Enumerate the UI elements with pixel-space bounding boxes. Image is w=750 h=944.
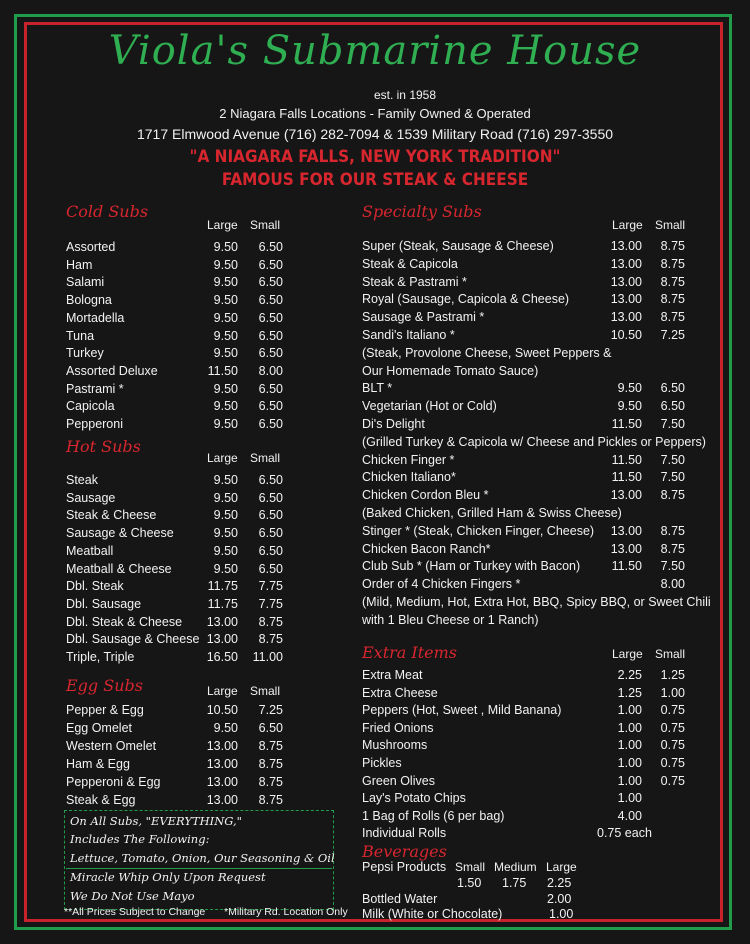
extra-items-heading: Extra Items (362, 643, 458, 662)
large-price: 10.50 (206, 703, 238, 717)
menu-item-name: Pastrami * (66, 381, 124, 396)
large-price: 13.00 (610, 274, 642, 289)
small-price: 7.25 (258, 703, 283, 717)
large-price: 11.50 (611, 452, 642, 467)
menu-item-name: Club Sub * (Ham or Turkey with Bacon) (362, 559, 581, 574)
large-price: 9.50 (213, 293, 238, 308)
menu-item-name: Ham (66, 257, 93, 272)
established-year: est. in 1958 (373, 88, 437, 102)
large-price: 2.25 (617, 668, 642, 682)
menu-item-name: Dbl. Steak (66, 579, 124, 594)
locations-line: 2 Niagara Falls Locations - Family Owned & Operated (219, 106, 531, 121)
small-price: 8.75 (258, 614, 283, 629)
small-price: 8.75 (660, 256, 685, 271)
large-price: 1.25 (617, 685, 642, 700)
menu-item-name: Dbl. Sausage (66, 596, 142, 611)
small-price: 11.00 (252, 650, 283, 664)
menu-item-name: Assorted (66, 240, 116, 254)
large-price: 1.00 (617, 703, 642, 718)
menu-item-name: Chicken Cordon Bleu * (362, 488, 489, 503)
small-price: 6.50 (258, 310, 283, 325)
menu-item-name: Vegetarian (Hot or Cold) (362, 399, 497, 414)
large-price: 13.00 (610, 523, 642, 538)
menu-item-name: Pickles (362, 756, 402, 770)
large-price: 13.00 (610, 541, 642, 556)
large-price: 11.50 (611, 559, 642, 574)
menu-item-name: (Mild, Medium, Hot, Extra Hot, BBQ, Spicy BBQ, or Sweet Chili (362, 595, 711, 609)
menu-item-name: Western Omelet (66, 739, 157, 753)
small-price: 8.00 (258, 363, 283, 378)
large-price: 13.00 (610, 256, 642, 271)
small-price: 6.50 (660, 381, 685, 396)
large-price: 9.50 (213, 257, 238, 272)
large-price: 9.50 (213, 490, 238, 505)
large-price: 11.50 (611, 470, 642, 485)
menu-item-name: Meatball (66, 543, 114, 558)
large-price: 13.00 (610, 488, 642, 503)
notice-line-1: On All Subs, "EVERYTHING," (70, 814, 242, 828)
large-price: 9.50 (213, 328, 238, 343)
small-price: 6.50 (660, 399, 685, 414)
specialty-large-header: Large (612, 218, 643, 232)
small-price: 6.50 (258, 399, 283, 414)
menu-item-name: Sausage & Cheese (66, 526, 174, 541)
small-price: 6.50 (258, 328, 283, 343)
small-price: 6.50 (258, 543, 283, 558)
menu-item-name: Mushrooms (362, 738, 428, 753)
specialty-subs-heading: Specialty Subs (362, 202, 482, 221)
milk-label: Milk (White or Chocolate) (362, 907, 503, 921)
menu-item-name: Steak & Pastrami * (362, 274, 467, 289)
large-price: 9.50 (213, 473, 238, 487)
notice-divider (66, 868, 332, 869)
menu-item-name: (Grilled Turkey & Capicola w/ Cheese and Pickles or Peppers) (362, 434, 706, 449)
menu-item-name: (Baked Chicken, Grilled Ham & Swiss Cheese) (362, 506, 622, 520)
large-price: 16.50 (206, 650, 238, 664)
large-price: 13.00 (610, 310, 642, 325)
menu-item-name: Assorted Deluxe (66, 363, 158, 378)
menu-item-name: BLT * (362, 381, 393, 396)
notice-line-2: Includes The Following: (70, 832, 210, 846)
small-price: 8.75 (660, 274, 685, 289)
large-price: 9.50 (213, 561, 238, 576)
small-price: 6.50 (258, 721, 283, 735)
specialty-small-header: Small (655, 218, 686, 232)
pepsi-small-price: 1.50 (457, 876, 482, 890)
restaurant-title: Viola's Submarine House (108, 28, 642, 74)
small-price: 6.50 (258, 490, 283, 505)
large-price: 9.50 (213, 543, 238, 558)
small-price: 6.50 (258, 257, 283, 272)
small-price: 6.50 (258, 293, 283, 308)
small-price: 0.75 (660, 756, 685, 770)
small-price: 7.50 (660, 470, 685, 485)
large-price: 9.50 (213, 275, 238, 290)
menu-item-name: Ham & Egg (66, 757, 130, 771)
menu-item-name: Salami (66, 275, 105, 290)
pepsi-medium-price: 1.75 (502, 876, 527, 890)
hot-small-header: Small (250, 451, 281, 465)
small-price: 8.75 (660, 523, 685, 538)
menu-item-name: Steak & Cheese (66, 508, 157, 523)
small-price: 1.25 (660, 668, 685, 682)
menu-item-name: Turkey (66, 346, 104, 361)
small-price: 0.75 (660, 773, 685, 788)
tagline-famous: FAMOUS FOR OUR STEAK & CHEESE (221, 170, 529, 190)
water-price: 2.00 (547, 892, 572, 906)
pepsi-label: Pepsi Products (362, 860, 447, 874)
small-price: 6.50 (258, 526, 283, 541)
menu-item-name: Extra Cheese (362, 685, 438, 700)
small-price: 7.25 (660, 328, 685, 342)
small-price: 8.75 (660, 541, 685, 556)
menu-item-name: Our Homemade Tomato Sauce) (362, 363, 539, 378)
bev-small-header: Small (455, 860, 486, 874)
menu-item-name: Pepperoni (66, 417, 123, 431)
large-price: 9.50 (213, 721, 238, 735)
large-price: 9.50 (213, 346, 238, 361)
large-price: 13.00 (206, 793, 238, 807)
small-price: 7.50 (660, 559, 685, 574)
cold-small-header: Small (250, 218, 281, 232)
milk-price: 1.00 (549, 907, 574, 921)
large-price: 11.50 (207, 363, 238, 378)
menu-item-name: Sandi's Italiano * (362, 328, 455, 342)
menu-item-name: Extra Meat (362, 668, 423, 682)
small-price: 7.50 (660, 417, 685, 431)
small-price: 8.75 (258, 757, 283, 771)
cold-subs-heading: Cold Subs (66, 202, 149, 221)
large-price: 9.50 (617, 399, 642, 414)
menu-item-name: Royal (Sausage, Capicola & Cheese) (362, 292, 570, 307)
small-price: 8.75 (660, 239, 685, 253)
small-price: 6.50 (258, 508, 283, 523)
small-price: 6.50 (258, 346, 283, 361)
menu-item-name: Steak & Capicola (362, 256, 458, 271)
small-price: 6.50 (258, 275, 283, 290)
menu-item-name: with 1 Bleu Cheese or 1 Ranch) (362, 612, 539, 627)
large-price: 9.50 (617, 381, 642, 396)
bev-medium-header: Medium (494, 860, 537, 874)
small-price: 0.75 (660, 703, 685, 718)
small-price: 6.50 (258, 381, 283, 396)
menu-item-name: Di's Delight (362, 417, 425, 431)
small-price: 7.75 (258, 579, 283, 594)
menu-item-name: Stinger * (Steak, Chicken Finger, Cheese) (362, 523, 595, 538)
small-price: 1.00 (660, 685, 685, 700)
menu-item-name: Egg Omelet (66, 721, 133, 735)
menu-item-name: Individual Rolls (362, 826, 447, 841)
large-price: 9.50 (213, 417, 238, 431)
menu-item-name: Chicken Bacon Ranch* (362, 541, 491, 556)
large-price: 1.00 (617, 756, 642, 770)
extra-large-header: Large (612, 647, 643, 661)
small-price: 6.50 (258, 417, 283, 431)
small-price: 0.75 (660, 720, 685, 735)
large-price: 10.50 (610, 328, 642, 342)
large-price: 0.75 each (597, 826, 652, 841)
small-price: 8.75 (258, 632, 283, 647)
footnote-military: *Military Rd. Location Only (224, 906, 348, 918)
large-price: 1.00 (617, 738, 642, 753)
egg-subs-heading: Egg Subs (66, 676, 143, 695)
menu-item-name: Mortadella (66, 310, 125, 325)
large-price: 9.50 (213, 240, 238, 254)
small-price: 8.75 (258, 775, 283, 789)
tagline-tradition: "A NIAGARA FALLS, NEW YORK TRADITION" (189, 147, 561, 167)
small-price: 6.50 (258, 473, 283, 487)
large-price: 1.00 (617, 773, 642, 788)
egg-large-header: Large (207, 684, 238, 698)
large-price: 1.00 (617, 720, 642, 735)
bev-large-header: Large (546, 860, 577, 874)
large-price: 11.50 (611, 417, 642, 431)
large-price: 13.00 (206, 775, 238, 789)
large-price: 13.00 (206, 632, 238, 647)
menu-item-name: Sausage (66, 490, 116, 505)
water-label: Bottled Water (362, 892, 438, 906)
menu-item-name: Triple, Triple (66, 650, 135, 664)
addresses-line: 1717 Elmwood Avenue (716) 282-7094 & 1539 Military Road (716) 297-3550 (136, 126, 614, 142)
menu-item-name: Fried Onions (362, 720, 434, 735)
beverages-heading: Beverages (362, 842, 447, 861)
small-price: 0.75 (660, 738, 685, 753)
large-price: 9.50 (213, 399, 238, 414)
hot-large-header: Large (207, 451, 238, 465)
menu-item-name: Chicken Italiano* (362, 470, 456, 485)
small-price: 8.75 (660, 292, 685, 307)
menu-item-name: Peppers (Hot, Sweet , Mild Banana) (362, 703, 562, 718)
menu-item-name: Chicken Finger * (362, 452, 455, 467)
large-price: 13.00 (206, 614, 238, 629)
menu-item-name: Tuna (66, 328, 95, 343)
small-price: 8.75 (258, 739, 283, 753)
egg-small-header: Small (250, 684, 281, 698)
menu-item-name: Steak & Egg (66, 793, 136, 807)
small-price: 6.50 (258, 561, 283, 576)
large-price: 11.75 (207, 596, 238, 611)
large-price: 13.00 (206, 739, 238, 753)
large-price: 1.00 (617, 791, 642, 806)
large-price: 13.00 (610, 292, 642, 307)
menu-item-name: Lay's Potato Chips (362, 791, 466, 806)
menu-item-name: Pepperoni & Egg (66, 775, 161, 789)
hot-subs-heading: Hot Subs (66, 437, 141, 456)
small-price: 7.75 (258, 596, 283, 611)
large-price: 13.00 (206, 757, 238, 771)
extra-small-header: Small (655, 647, 686, 661)
large-price: 9.50 (213, 526, 238, 541)
small-price: 8.75 (660, 488, 685, 503)
menu-item-name: 1 Bag of Rolls (6 per bag) (362, 808, 505, 823)
menu-item-name: Dbl. Sausage & Cheese (66, 632, 200, 647)
menu-item-name: Order of 4 Chicken Fingers * (362, 577, 521, 592)
notice-line-5: We Do Not Use Mayo (70, 889, 195, 903)
notice-line-4: Miracle Whip Only Upon Request (70, 870, 266, 884)
large-price: 9.50 (213, 310, 238, 325)
cold-large-header: Large (207, 218, 238, 232)
large-price: 4.00 (617, 808, 642, 823)
menu-item-name: Steak (66, 473, 98, 487)
menu-item-name: Capicola (66, 399, 115, 414)
large-price: 13.00 (610, 239, 642, 253)
menu-item-name: (Steak, Provolone Cheese, Sweet Peppers & (362, 345, 612, 360)
large-price: 11.75 (207, 579, 238, 594)
menu-item-name: Dbl. Steak & Cheese (66, 614, 183, 629)
menu-item-name: Bologna (66, 293, 112, 308)
small-price: 8.00 (660, 577, 685, 592)
pepsi-large-price: 2.25 (547, 876, 572, 890)
menu-item-name: Sausage & Pastrami * (362, 310, 485, 325)
menu-item-name: Green Olives (362, 773, 435, 788)
small-price: 8.75 (660, 310, 685, 325)
small-price: 8.75 (258, 793, 283, 807)
menu-item-name: Pepper & Egg (66, 703, 144, 717)
small-price: 7.50 (660, 452, 685, 467)
large-price: 9.50 (213, 508, 238, 523)
menu-item-name: Meatball & Cheese (66, 561, 172, 576)
footnote-prices: **All Prices Subject to Change (64, 906, 206, 918)
notice-line-3: Lettuce, Tomato, Onion, Our Seasoning & Oil (70, 851, 335, 865)
menu-item-name: Super (Steak, Sausage & Cheese) (362, 239, 554, 253)
small-price: 6.50 (258, 240, 283, 254)
large-price: 9.50 (213, 381, 238, 396)
